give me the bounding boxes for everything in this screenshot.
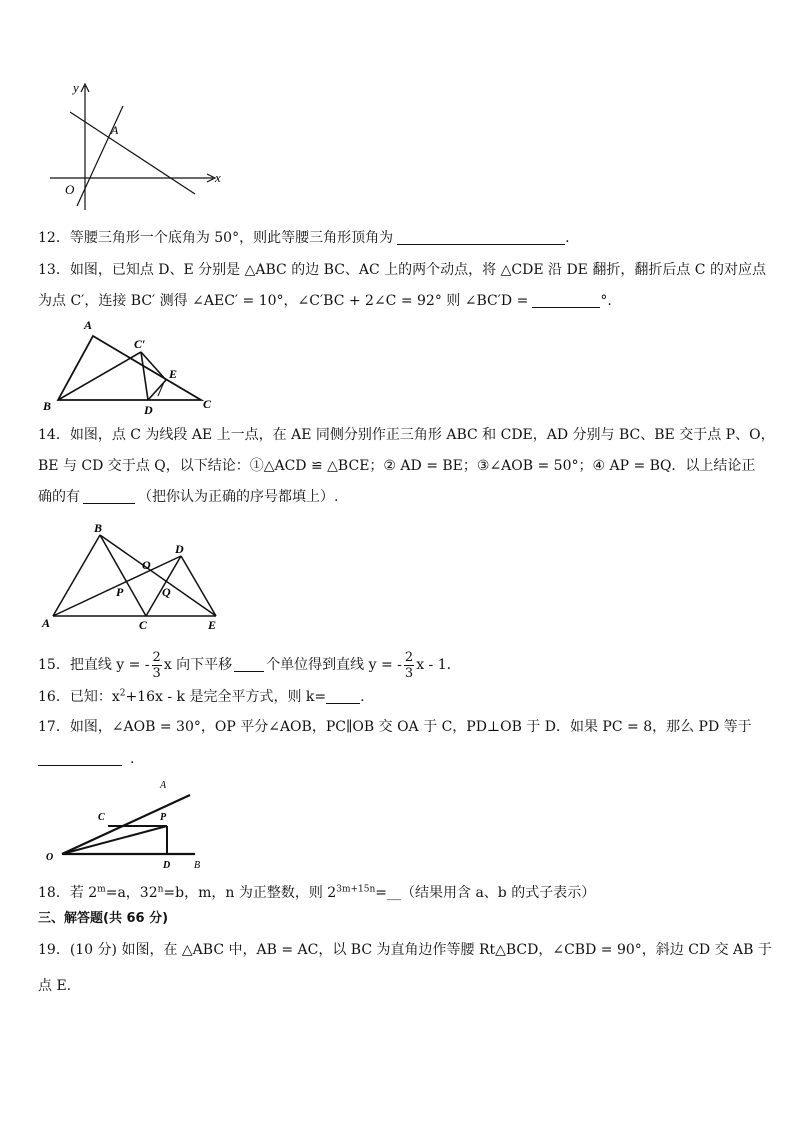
- label-C: C: [98, 812, 105, 823]
- exp-3m15n: 3m+15n: [336, 884, 376, 895]
- question-15-part-b: x 向下平移: [163, 657, 233, 673]
- label-A: A: [160, 780, 167, 791]
- fraction-denominator-2: 3: [404, 665, 414, 681]
- question-19-line-2: 点 E.: [38, 978, 72, 994]
- question-16-exponent: 2: [119, 688, 126, 699]
- point-a-label: A: [111, 123, 119, 137]
- fraction-two-thirds: [152, 650, 162, 681]
- answer-blank-12[interactable]: [397, 230, 565, 245]
- fraction-numerator: 2: [152, 649, 161, 665]
- question-18-part-b: =a，32: [105, 885, 158, 901]
- question-16-end: .: [360, 689, 365, 705]
- question-16-part-a: 16．已知：x: [38, 689, 120, 705]
- answer-blank-16[interactable]: [326, 689, 360, 704]
- question-18-part-c: =b，m，n 为正整数，则 2: [163, 885, 337, 901]
- question-13-text: 为点 C′，连接 BC′ 测得 ∠AEC′ = 10°，∠C′BC + 2∠C = 92° 则 ∠BC′D =: [38, 293, 529, 309]
- answer-blank-17[interactable]: [38, 751, 122, 766]
- figure-equilateral-triangles: [38, 522, 228, 630]
- label-A: A: [84, 318, 93, 332]
- section-3-title: 三、解答题(共 66 分): [38, 911, 169, 926]
- axis-y-label: y: [73, 80, 79, 95]
- exp-m: m: [97, 884, 106, 895]
- question-16: [38, 688, 365, 706]
- question-15-part-d: x - 1．: [416, 657, 461, 673]
- label-O: O: [142, 558, 151, 572]
- label-D: D: [144, 403, 153, 416]
- question-14-text: 确的有: [38, 489, 80, 505]
- question-13-end: °.: [600, 293, 612, 309]
- question-12-end: .: [565, 230, 570, 246]
- question-16-part-b: +16x - k 是完全平方式，则 k=: [125, 689, 327, 705]
- question-17-line-1: 17．如图，∠AOB = 30°，OP 平分∠AOB，PC∥OB 交 OA 于 C，PD⊥OB 于 D．如果 PC = 8，那么 PD 等于: [38, 719, 752, 735]
- question-14-end: （把你认为正确的序号都填上）.: [138, 489, 339, 505]
- question-19-line-1: 19．(10 分) 如图，在 △ABC 中，AB = AC，以 BC 为直角边作等腰 Rt△BCD，∠CBD = 90°，斜边 CD 交 AB 于: [38, 942, 772, 958]
- label-B: B: [43, 399, 52, 413]
- label-Q: Q: [162, 585, 171, 599]
- label-A: A: [42, 616, 51, 630]
- question-12: [38, 229, 570, 247]
- question-12-text: 12．等腰三角形一个底角为 50°，则此等腰三角形顶角为: [38, 230, 394, 246]
- question-14-line-1: 14．如图，点 C 为线段 AE 上一点，在 AE 同侧分别作正三角形 ABC 和 CDE，AD 分别与 BC、BE 交于点 P、O，: [38, 427, 775, 443]
- label-C-prime: C′: [134, 337, 146, 351]
- label-P: P: [116, 585, 124, 599]
- question-15: [38, 649, 461, 681]
- question-13-line-1: 13．如图，已知点 D、E 分别是 △ABC 的边 BC、AC 上的两个动点，将 △CDE 沿 DE 翻折，翻折后点 C 的对应点: [38, 262, 766, 278]
- label-C: C: [203, 397, 212, 411]
- answer-blank-15[interactable]: [234, 657, 264, 672]
- label-P: P: [160, 812, 167, 823]
- question-15-part-a: 15．把直线 y = -: [38, 657, 150, 673]
- figure-triangle-fold: [38, 316, 228, 416]
- origin-label: O: [65, 182, 75, 197]
- question-14-line-2: BE 与 CD 交于点 Q，以下结论：①△ACD ≌ △BCE；② AD = BE；③∠AOB = 50°；④ AP = BQ．以上结论正: [38, 458, 756, 474]
- fraction-denominator: 3: [152, 665, 161, 681]
- question-18-part-a: 18．若 2: [38, 885, 98, 901]
- question-18: [38, 884, 595, 902]
- label-D: D: [163, 860, 171, 871]
- fraction-numerator-2: 2: [404, 649, 414, 665]
- figure-coordinate-axes: [45, 78, 230, 213]
- exp-n: n: [157, 884, 164, 895]
- question-14-line-3: [38, 488, 338, 506]
- label-O: O: [46, 852, 54, 863]
- figure-angle-bisector: [40, 778, 215, 873]
- label-C: C: [139, 618, 148, 630]
- label-E: E: [169, 367, 178, 381]
- label-B: B: [194, 860, 201, 871]
- axis-x-label: x: [215, 170, 221, 185]
- label-B: B: [94, 522, 103, 535]
- answer-blank-13[interactable]: [532, 293, 600, 308]
- question-18-part-d: =__（结果用含 a、b 的式子表示）: [375, 885, 596, 901]
- question-13-line-2: [38, 292, 612, 310]
- label-D: D: [175, 542, 184, 556]
- question-15-part-c: 个单位得到直线 y = -: [266, 657, 402, 673]
- fraction-two-thirds-2: [404, 650, 414, 681]
- question-17-line-2: [38, 750, 134, 768]
- label-E: E: [208, 618, 217, 630]
- answer-blank-14[interactable]: [83, 489, 135, 504]
- question-17-end: .: [130, 751, 135, 767]
